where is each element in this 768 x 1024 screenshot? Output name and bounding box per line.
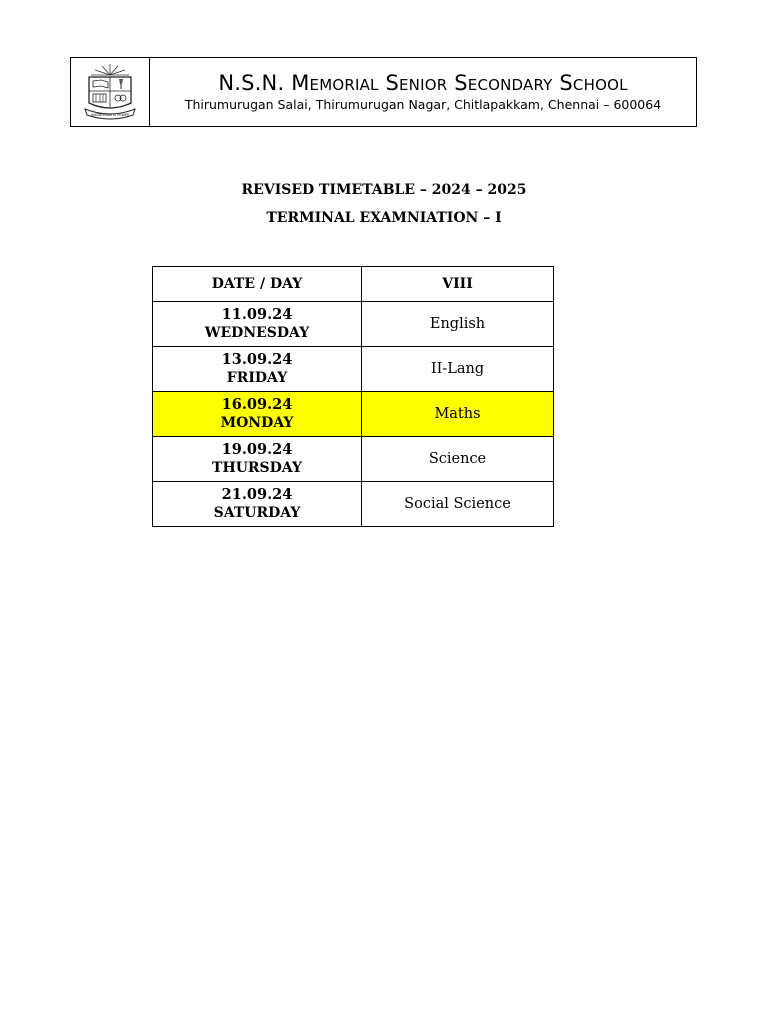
table-row-highlighted xyxy=(153,392,554,437)
school-name: N.S.N. Memorial Senior Secondary School xyxy=(218,71,628,95)
exam-date: 19.09.24 xyxy=(221,441,293,458)
svg-text:KNOWLEDGE IS POWER: KNOWLEDGE IS POWER xyxy=(91,113,129,117)
logo-cell xyxy=(71,58,150,126)
subject-cell: II-Lang xyxy=(362,347,554,392)
school-emblem-icon xyxy=(81,61,139,123)
date-cell xyxy=(153,392,362,437)
exam-title: TERMINAL EXAMNIATION – I xyxy=(266,210,502,226)
subject-cell: English xyxy=(362,302,554,347)
table-row xyxy=(153,302,554,347)
exam-day: FRIDAY xyxy=(226,370,288,386)
exam-date: 11.09.24 xyxy=(221,306,293,323)
subject-cell: Science xyxy=(362,437,554,482)
exam-day: WEDNESDAY xyxy=(204,325,310,341)
exam-day: MONDAY xyxy=(220,415,294,431)
date-cell xyxy=(153,437,362,482)
date-cell xyxy=(153,302,362,347)
exam-date: 21.09.24 xyxy=(221,486,293,503)
subject-cell: Social Science xyxy=(362,482,554,527)
school-address: Thirumurugan Salai, Thirumurugan Nagar, Chitlapakkam, Chennai – 600064 xyxy=(184,97,662,112)
exam-day: SATURDAY xyxy=(213,505,301,521)
table-header-row xyxy=(153,267,554,302)
date-cell xyxy=(153,347,362,392)
timetable-title: REVISED TIMETABLE – 2024 – 2025 xyxy=(241,182,527,198)
exam-date: 13.09.24 xyxy=(221,351,293,368)
exam-timetable xyxy=(152,266,554,527)
exam-day: THURSDAY xyxy=(212,460,302,476)
table-row xyxy=(153,437,554,482)
column-header-date: DATE / DAY xyxy=(153,267,362,302)
date-cell xyxy=(153,482,362,527)
subject-cell: Maths xyxy=(362,392,554,437)
table-row xyxy=(153,482,554,527)
column-header-class: VIII xyxy=(362,267,554,302)
school-info xyxy=(150,58,696,126)
exam-date: 16.09.24 xyxy=(221,396,293,413)
table-row xyxy=(153,347,554,392)
school-header xyxy=(70,57,697,127)
